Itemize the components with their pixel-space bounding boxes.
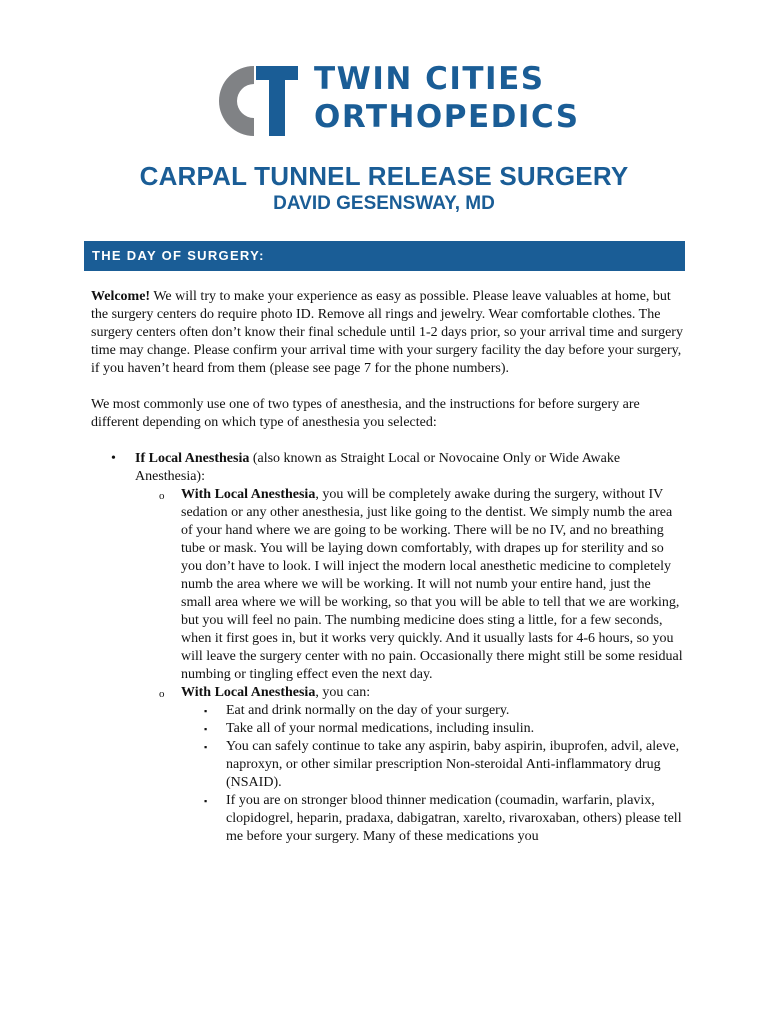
list-item-text: You can safely continue to take any aspirin, baby aspirin, ibuprofen, advil, aleve, naproxyn, or other similar prescription Non-steroidal Anti-inflammatory drug (NSAID).	[226, 739, 680, 790]
section-heading: THE DAY OF SURGERY:	[92, 248, 265, 263]
local-anesthesia-aka: (also known as Straight Local or Novocaine Only or Wide Awake Anesthesia):	[135, 451, 621, 484]
list-item-text: Take all of your normal medications, including insulin.	[226, 721, 535, 736]
local-can-bold: With Local Anesthesia	[181, 685, 316, 700]
welcome-paragraph	[91, 288, 683, 378]
page-title: CARPAL TUNNEL RELEASE SURGERY	[139, 161, 629, 191]
local-description-bold: With Local Anesthesia	[181, 487, 316, 502]
document-body	[91, 288, 683, 846]
local-anesthesia-item	[91, 450, 683, 846]
logo-line-1: TWIN CITIES	[314, 61, 545, 97]
list-item	[181, 720, 683, 738]
local-anesthesia-label: If Local Anesthesia	[135, 451, 250, 466]
circle-bullet-icon: o	[159, 688, 165, 700]
list-item-text: Eat and drink normally on the day of your surgery.	[226, 703, 510, 718]
local-can-item	[135, 684, 683, 846]
local-description-text: , you will be completely awake during the surgery, without IV sedation or any other anesthesia, just like going to the dentist. We simply numb the area of your hand where we are going to be working. There will be no IV, and no breathing tube or mask. You will be laying down comfortably, with drapes up for sterility and so you don’t have to look. I will inject the modern local anesthetic medicine to completely numb the area where we will be working. It will not numb your entire hand, just the small area where we will be working, so that you will be able to tell that we are working, but you will feel no pain. The numbing medicine does sting a little, for a few seconds, when it first goes in, but it works very quickly. And it usually lasts for 4-6 hours, so you will leave the surgery center with no pain. Occasionally there might still be some residual numbing or tingling effect even the next day.	[181, 487, 683, 682]
circle-bullet-icon: o	[159, 490, 165, 502]
list-item-text: If you are on stronger blood thinner medication (coumadin, warfarin, plavix, clopidogrel, heparin, pradaxa, dabigatran, xarelto, rivaroxaban, others) please tell me before your surgery. Many of these medications you	[226, 793, 682, 844]
anesthesia-type-list	[91, 450, 683, 846]
doctor-name: DAVID GESENSWAY, MD	[273, 193, 495, 214]
bullet-icon: •	[111, 451, 116, 466]
list-item	[181, 702, 683, 720]
list-item	[181, 792, 683, 846]
local-can-list	[181, 702, 683, 846]
twin-cities-orthopedics-logo	[214, 60, 580, 138]
local-can-text: , you can:	[315, 685, 371, 700]
logo-line-2: ORTHOPEDICS	[314, 99, 580, 135]
square-bullet-icon: ▪	[204, 724, 208, 734]
square-bullet-icon: ▪	[204, 742, 208, 752]
anesthesia-intro-paragraph: We most commonly use one of two types of anesthesia, and the instructions for before surgery are different depending on which type of anesthesia you selected:	[91, 397, 640, 430]
local-description-item	[135, 486, 683, 684]
local-anesthesia-sublist	[135, 486, 683, 846]
welcome-text: We will try to make your experience as easy as possible. Please leave valuables at home, but the surgery centers do require photo ID. Remove all rings and jewelry. Wear comfortable clothes. The surgery centers often don’t know their final schedule until 1-2 days prior, so your arrival time and surgery time may change. Please confirm your arrival time with your surgery facility the day before your surgery, if you haven’t heard from them (please see page 7 for the phone numbers).	[91, 289, 683, 376]
tco-logo-mark-icon	[214, 66, 300, 136]
list-item	[181, 738, 683, 792]
section-heading-bar	[84, 241, 685, 271]
welcome-bold: Welcome!	[91, 289, 151, 304]
square-bullet-icon: ▪	[204, 706, 208, 716]
square-bullet-icon: ▪	[204, 796, 208, 806]
logo-wordmark	[314, 60, 580, 136]
